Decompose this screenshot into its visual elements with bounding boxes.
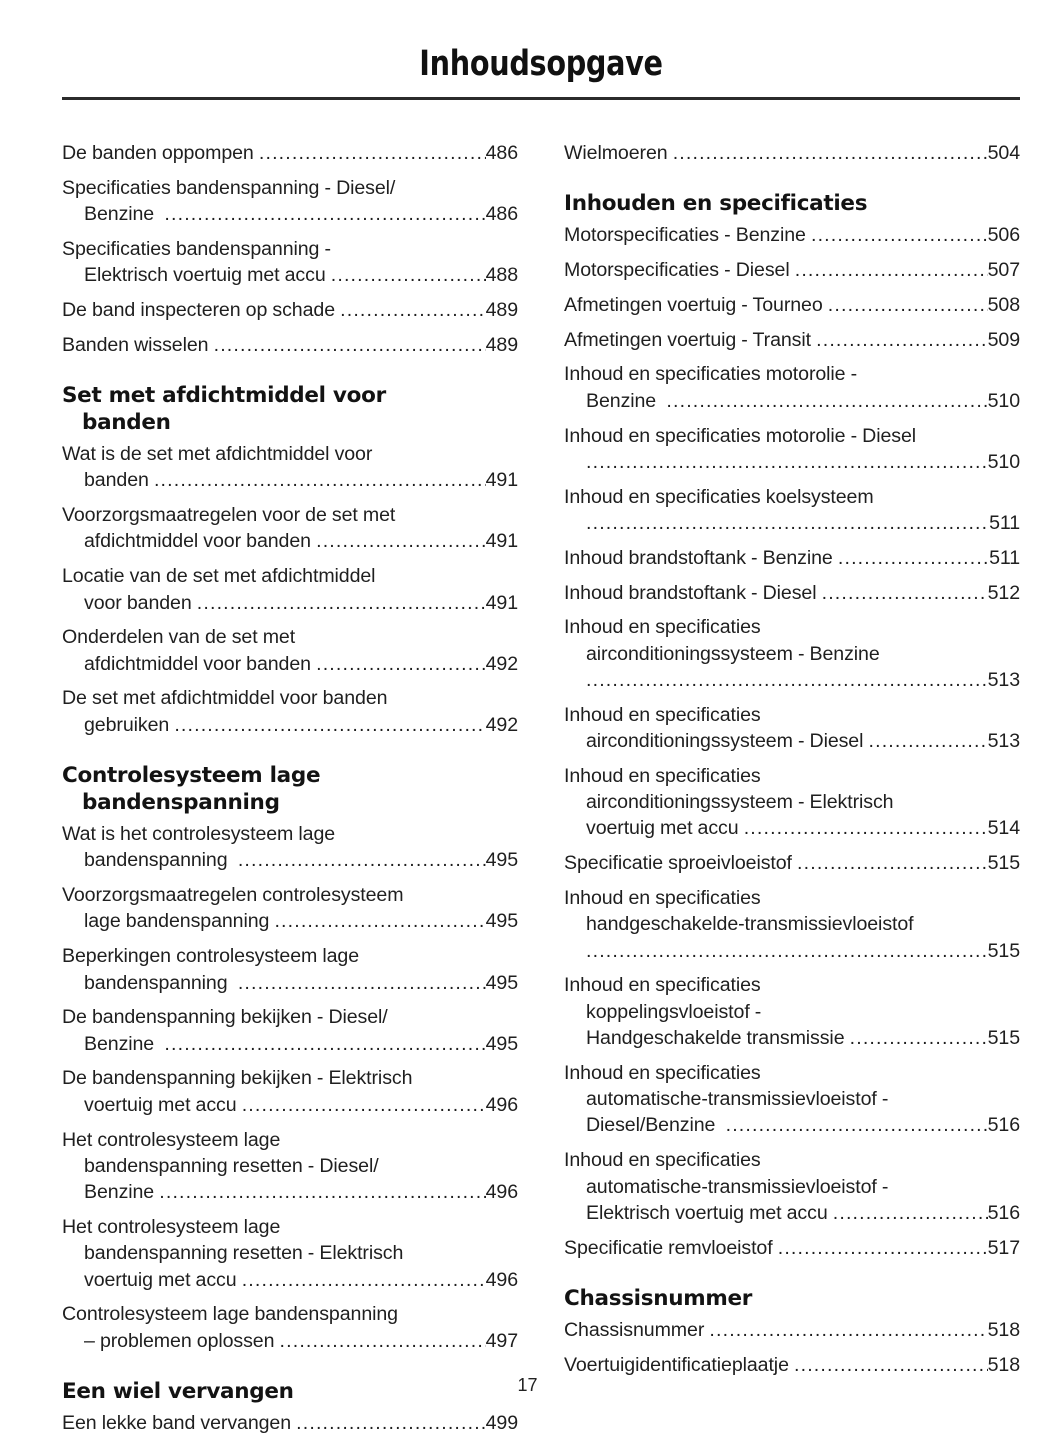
toc-page-number: 496 bbox=[485, 1181, 518, 1204]
toc-entry-line bbox=[564, 641, 1020, 667]
toc-entry-line bbox=[564, 140, 1020, 166]
toc-entry-line bbox=[62, 1127, 518, 1153]
toc-page-number: 488 bbox=[485, 264, 518, 287]
toc-entry-line bbox=[564, 702, 1020, 728]
toc-entry-line bbox=[62, 712, 518, 738]
toc-entry-line bbox=[62, 821, 518, 847]
toc-entry-line bbox=[564, 388, 1020, 414]
toc-entry-text: airconditioningssysteem - Elektrisch bbox=[586, 791, 894, 814]
toc-page-number: 513 bbox=[987, 730, 1020, 753]
toc-entry-line bbox=[564, 1235, 1020, 1261]
toc-entry-text: – problemen oplossen bbox=[84, 1329, 280, 1352]
toc-entry-line bbox=[564, 580, 1020, 606]
toc-entry-line bbox=[564, 667, 1020, 693]
toc-page-number: 511 bbox=[989, 511, 1020, 534]
toc-entry-text: voertuig met accu bbox=[84, 1093, 242, 1116]
header-divider bbox=[62, 97, 1020, 100]
toc-entry-text: Inhoud en specificaties bbox=[564, 616, 761, 639]
toc-page-number: 495 bbox=[485, 1032, 518, 1055]
toc-entry-text: Specificaties bandenspanning - bbox=[62, 237, 337, 260]
toc-page-number: 515 bbox=[987, 1027, 1020, 1050]
toc-section-heading bbox=[564, 190, 1020, 217]
toc-entry[interactable] bbox=[62, 297, 518, 323]
toc-entry-line bbox=[564, 1112, 1020, 1138]
toc-entry-text: Inhoud brandstoftank - Benzine bbox=[564, 546, 838, 569]
toc-entry-text: Voorzorgsmaatregelen controlesysteem bbox=[62, 884, 404, 907]
toc-entry[interactable] bbox=[62, 1065, 518, 1118]
page-footer bbox=[0, 1375, 1055, 1396]
toc-page-number: 515 bbox=[987, 852, 1020, 875]
toc-page-number: 495 bbox=[485, 971, 518, 994]
dot-leader bbox=[259, 140, 486, 166]
toc-entry-text: bandenspanning resetten - Diesel/ bbox=[84, 1154, 379, 1177]
toc-entry-text: automatische-transmissievloeistof - bbox=[586, 1175, 894, 1198]
dot-leader bbox=[828, 292, 988, 318]
page-number: 17 bbox=[517, 1375, 538, 1395]
toc-entry-text: gebruiken bbox=[84, 713, 175, 736]
toc-entry-line bbox=[564, 510, 1020, 536]
toc-entry-text: banden bbox=[84, 469, 154, 492]
heading-line: Inhouden en specificaties bbox=[564, 191, 868, 217]
dot-leader bbox=[238, 847, 486, 873]
toc-entry-line bbox=[564, 1060, 1020, 1086]
toc-entry-line bbox=[62, 1065, 518, 1091]
page-header bbox=[62, 42, 1020, 86]
toc-page-number: 495 bbox=[485, 910, 518, 933]
dot-leader bbox=[164, 1031, 485, 1057]
toc-page-number: 495 bbox=[485, 849, 518, 872]
dot-leader bbox=[340, 297, 485, 323]
toc-entry-text: voertuig met accu bbox=[84, 1268, 242, 1291]
dot-leader bbox=[174, 712, 485, 738]
toc-entry[interactable] bbox=[62, 332, 518, 358]
toc-entry-text: Inhoud en specificaties bbox=[564, 764, 761, 787]
toc-page-number: 496 bbox=[485, 1268, 518, 1291]
toc-entry-text: Specificaties bandenspanning - Diesel/ bbox=[62, 176, 396, 199]
toc-entry-line bbox=[62, 590, 518, 616]
heading-line: Chassisnummer bbox=[564, 1285, 753, 1311]
toc-entry-line bbox=[564, 938, 1020, 964]
toc-entry-text: Onderdelen van de set met bbox=[62, 626, 296, 649]
toc-entry[interactable] bbox=[564, 545, 1020, 571]
toc-entry-text: Het controlesysteem lage bbox=[62, 1215, 281, 1238]
toc-entry-line bbox=[62, 1153, 518, 1179]
dot-leader bbox=[280, 1328, 486, 1354]
toc-entry[interactable] bbox=[62, 1127, 518, 1206]
toc-page-number: 486 bbox=[485, 142, 518, 164]
toc-entry-text: bandenspanning bbox=[84, 849, 238, 872]
toc-entry-line bbox=[62, 1328, 518, 1354]
toc-page-number: 513 bbox=[987, 668, 1020, 691]
toc-entry-line bbox=[62, 1214, 518, 1240]
toc-page-number: 489 bbox=[485, 298, 518, 321]
toc-entry-text: Beperkingen controlesysteem lage bbox=[62, 945, 360, 968]
toc-left-column bbox=[62, 140, 518, 1445]
toc-entry-text: Handgeschakelde transmissie bbox=[586, 1027, 850, 1050]
toc-entry-line bbox=[62, 1240, 518, 1266]
toc-entry[interactable] bbox=[62, 1004, 518, 1057]
toc-entry-text: afdichtmiddel voor banden bbox=[84, 652, 317, 675]
toc-page-number: 492 bbox=[485, 713, 518, 736]
toc-entry[interactable] bbox=[62, 821, 518, 874]
toc-entry-text: Wat is het controlesysteem lage bbox=[62, 823, 336, 846]
toc-entry-line bbox=[62, 624, 518, 650]
dot-leader bbox=[778, 1235, 988, 1261]
toc-entry[interactable] bbox=[564, 614, 1020, 693]
toc-entry-text: Voertuigidentificatieplaatje bbox=[564, 1353, 795, 1376]
toc-entry-text: Wat is de set met afdichtmiddel voor bbox=[62, 443, 373, 466]
toc-entry[interactable] bbox=[62, 1214, 518, 1293]
toc-entry-line bbox=[564, 292, 1020, 318]
toc-entry-text: Motorspecificaties - Benzine bbox=[564, 224, 811, 247]
toc-entry-line bbox=[564, 728, 1020, 754]
toc-entry-line bbox=[62, 467, 518, 493]
toc-entry-text: bandenspanning bbox=[84, 971, 238, 994]
dot-leader bbox=[331, 262, 486, 288]
toc-entry[interactable] bbox=[564, 140, 1020, 166]
toc-page-number: 512 bbox=[987, 581, 1020, 604]
toc-entry-line bbox=[62, 943, 518, 969]
toc-entry-line bbox=[62, 1179, 518, 1205]
toc-section-heading bbox=[62, 382, 518, 436]
toc-page-number: 514 bbox=[987, 817, 1020, 840]
toc-entry[interactable] bbox=[564, 257, 1020, 283]
toc-entry-line bbox=[564, 1200, 1020, 1226]
toc-entry[interactable] bbox=[62, 943, 518, 996]
toc-entry[interactable] bbox=[62, 175, 518, 228]
toc-entry[interactable] bbox=[62, 882, 518, 935]
toc-entry-text: airconditioningssysteem - Benzine bbox=[586, 642, 880, 665]
dot-leader bbox=[296, 1410, 485, 1436]
dot-leader bbox=[586, 449, 988, 475]
toc-entry[interactable] bbox=[564, 580, 1020, 606]
toc-entry[interactable] bbox=[564, 763, 1020, 842]
toc-entry-text: lage bandenspanning bbox=[84, 910, 275, 933]
toc-page-number: 491 bbox=[485, 591, 518, 614]
toc-page-number: 516 bbox=[987, 1201, 1020, 1224]
toc-entry-text: De bandenspanning bekijken - Elektrisch bbox=[62, 1067, 413, 1090]
toc-entry-text: De band inspecteren op schade bbox=[62, 298, 341, 321]
toc-entry-line bbox=[564, 614, 1020, 640]
toc-entry[interactable] bbox=[564, 1060, 1020, 1139]
toc-entry-line bbox=[564, 972, 1020, 998]
heading-line: Set met afdichtmiddel voor bbox=[62, 383, 386, 409]
toc-entry-text: De bandenspanning bekijken - Diesel/ bbox=[62, 1006, 388, 1029]
toc-entry[interactable] bbox=[564, 327, 1020, 353]
dot-leader bbox=[797, 850, 988, 876]
toc-page-number: 491 bbox=[485, 469, 518, 492]
toc-entry-line bbox=[62, 502, 518, 528]
toc-entry-line bbox=[62, 847, 518, 873]
toc-page-number: 496 bbox=[485, 1093, 518, 1116]
toc-entry-line bbox=[62, 1267, 518, 1293]
toc-page-number: 510 bbox=[987, 389, 1020, 412]
dot-leader bbox=[214, 332, 486, 358]
dot-leader bbox=[833, 1200, 988, 1226]
toc-entry-text: De set met afdichtmiddel voor banden bbox=[62, 687, 388, 710]
toc-page-number: 509 bbox=[987, 328, 1020, 351]
toc-entry[interactable] bbox=[564, 1147, 1020, 1226]
toc-entry-text: Elektrisch voertuig met accu bbox=[586, 1201, 833, 1224]
toc-entry-text: Inhoud en specificaties bbox=[564, 974, 761, 997]
toc-entry-text: Banden wisselen bbox=[62, 333, 214, 356]
dot-leader bbox=[726, 1112, 988, 1138]
toc-entry-line bbox=[62, 528, 518, 554]
toc-entry-line bbox=[564, 484, 1020, 510]
toc-entry-line bbox=[564, 1174, 1020, 1200]
heading-line: bandenspanning bbox=[82, 790, 280, 816]
toc-entry-text: Benzine bbox=[586, 389, 667, 412]
toc-entry[interactable] bbox=[62, 502, 518, 555]
toc-entry-line bbox=[564, 850, 1020, 876]
dot-leader bbox=[816, 327, 987, 353]
toc-entry-line bbox=[62, 1301, 518, 1327]
toc-entry[interactable] bbox=[62, 1301, 518, 1354]
dot-leader bbox=[316, 528, 486, 554]
toc-entry[interactable] bbox=[564, 972, 1020, 1051]
toc-entry-line bbox=[564, 999, 1020, 1025]
toc-entry[interactable] bbox=[564, 292, 1020, 318]
toc-page-number: 489 bbox=[485, 333, 518, 356]
dot-leader bbox=[795, 257, 988, 283]
toc-page-number: 497 bbox=[485, 1329, 518, 1352]
toc-page-number: 518 bbox=[987, 1318, 1020, 1341]
toc-entry-line bbox=[564, 222, 1020, 248]
dot-leader bbox=[838, 545, 989, 571]
toc-entry-text: Een lekke band vervangen bbox=[62, 1411, 297, 1434]
toc-page-number: 511 bbox=[989, 546, 1020, 569]
toc-entry-line bbox=[564, 545, 1020, 571]
toc-entry-line bbox=[564, 885, 1020, 911]
toc-page-number: 508 bbox=[987, 293, 1020, 316]
toc-entry-text: Locatie van de set met afdichtmiddel bbox=[62, 565, 376, 588]
toc-entry[interactable] bbox=[564, 885, 1020, 964]
toc-entry-line bbox=[62, 1031, 518, 1057]
dot-leader bbox=[242, 1267, 486, 1293]
toc-page-number: 504 bbox=[987, 142, 1020, 164]
toc-page-number: 510 bbox=[987, 450, 1020, 473]
dot-leader bbox=[673, 140, 988, 166]
toc-entry[interactable] bbox=[62, 624, 518, 677]
toc-entry-text: Afmetingen voertuig - Tourneo bbox=[564, 293, 828, 316]
toc-page-number: 516 bbox=[987, 1114, 1020, 1137]
toc-entry[interactable] bbox=[62, 685, 518, 738]
toc-entry-line bbox=[62, 236, 518, 262]
dot-leader bbox=[238, 970, 486, 996]
dot-leader bbox=[586, 938, 988, 964]
toc-entry-text: voor banden bbox=[84, 591, 197, 614]
dot-leader bbox=[869, 728, 988, 754]
dot-leader bbox=[586, 667, 988, 693]
dot-leader bbox=[850, 1025, 988, 1051]
toc-entry[interactable] bbox=[564, 423, 1020, 476]
toc-entry[interactable] bbox=[62, 441, 518, 494]
toc-entry-line bbox=[62, 140, 518, 166]
toc-entry-text: Inhoud brandstoftank - Diesel bbox=[564, 581, 822, 604]
toc-page-number: 491 bbox=[485, 530, 518, 553]
toc-entry-line bbox=[564, 449, 1020, 475]
toc-entry-line bbox=[62, 175, 518, 201]
toc-entry[interactable] bbox=[62, 1410, 518, 1436]
toc-entry-line bbox=[564, 1086, 1020, 1112]
toc-entry-line bbox=[564, 911, 1020, 937]
toc-entry-line bbox=[564, 423, 1020, 449]
toc-page-number: 518 bbox=[987, 1353, 1020, 1376]
toc-section-heading bbox=[564, 1285, 1020, 1312]
toc-entry-text: Het controlesysteem lage bbox=[62, 1128, 281, 1151]
toc-entry-text: Chassisnummer bbox=[564, 1318, 710, 1341]
toc-entry-text: Afmetingen voertuig - Transit bbox=[564, 328, 817, 351]
toc-entry-text: airconditioningssysteem - Diesel bbox=[586, 730, 869, 753]
toc-entry-line bbox=[62, 970, 518, 996]
page-title: Inhoudsopgave bbox=[419, 44, 663, 84]
toc-entry-line bbox=[62, 908, 518, 934]
toc-entry-line bbox=[564, 361, 1020, 387]
toc-entry-line bbox=[564, 1025, 1020, 1051]
toc-entry-line bbox=[62, 441, 518, 467]
toc-entry-text: Inhoud en specificaties bbox=[564, 887, 761, 910]
toc-entry-text: De banden oppompen bbox=[62, 142, 259, 164]
dot-leader bbox=[242, 1092, 486, 1118]
toc-entry-line bbox=[62, 1004, 518, 1030]
toc-entry-line bbox=[62, 201, 518, 227]
toc-entry-text: bandenspanning resetten - Elektrisch bbox=[84, 1242, 404, 1265]
toc-entry-text: Elektrisch voertuig met accu bbox=[84, 264, 331, 287]
toc-page-number: 517 bbox=[987, 1236, 1020, 1259]
dot-leader bbox=[154, 467, 486, 493]
toc-entry-line bbox=[62, 651, 518, 677]
toc-page-number: 486 bbox=[485, 203, 518, 226]
toc-entry-text: Benzine bbox=[84, 1181, 160, 1204]
dot-leader bbox=[164, 201, 485, 227]
toc-page-number: 507 bbox=[987, 259, 1020, 282]
toc-entry-text: Benzine bbox=[84, 1032, 165, 1055]
toc-entry-text: Inhoud en specificaties motorolie - Diesel bbox=[564, 424, 917, 447]
toc-page-number: 506 bbox=[987, 224, 1020, 247]
toc-entry-text: Specificatie sproeivloeistof bbox=[564, 852, 798, 875]
toc-entry-text: Inhoud en specificaties bbox=[564, 1149, 761, 1172]
toc-page-number: 499 bbox=[485, 1411, 518, 1434]
toc-entry-text: koppelingsvloeistof - bbox=[586, 1000, 767, 1023]
toc-entry-text: afdichtmiddel voor banden bbox=[84, 530, 317, 553]
dot-leader bbox=[666, 388, 987, 414]
dot-leader bbox=[811, 222, 988, 248]
toc-entry[interactable] bbox=[564, 702, 1020, 755]
toc-entry-line bbox=[62, 1092, 518, 1118]
dot-leader bbox=[586, 510, 989, 536]
dot-leader bbox=[159, 1179, 485, 1205]
toc-entry-text: voertuig met accu bbox=[586, 817, 744, 840]
toc-right-column bbox=[564, 140, 1020, 1445]
toc-entry-line bbox=[62, 262, 518, 288]
toc-entry-line bbox=[564, 1147, 1020, 1173]
toc-entry[interactable] bbox=[62, 563, 518, 616]
toc-entry-line bbox=[62, 1410, 518, 1436]
toc-entry[interactable] bbox=[564, 222, 1020, 248]
toc-entry-text: automatische-transmissievloeistof - bbox=[586, 1088, 894, 1111]
toc-columns bbox=[62, 140, 1020, 1445]
toc-entry-line bbox=[564, 257, 1020, 283]
toc-entry-text: Inhoud en specificaties bbox=[564, 1061, 761, 1084]
toc-entry-line bbox=[62, 685, 518, 711]
toc-entry[interactable] bbox=[62, 236, 518, 289]
toc-entry[interactable] bbox=[564, 1235, 1020, 1261]
dot-leader bbox=[197, 590, 486, 616]
toc-entry-text: Wielmoeren bbox=[564, 142, 673, 164]
dot-leader bbox=[709, 1317, 987, 1343]
toc-entry-line bbox=[62, 297, 518, 323]
toc-entry-line bbox=[62, 332, 518, 358]
toc-entry[interactable] bbox=[564, 850, 1020, 876]
dot-leader bbox=[316, 651, 486, 677]
toc-entry-text: Voorzorgsmaatregelen voor de set met bbox=[62, 504, 396, 527]
toc-entry[interactable] bbox=[564, 1317, 1020, 1343]
toc-entry-line bbox=[564, 815, 1020, 841]
toc-entry-text: Motorspecificaties - Diesel bbox=[564, 259, 795, 282]
toc-entry-line bbox=[564, 763, 1020, 789]
dot-leader bbox=[744, 815, 988, 841]
toc-page-number: 492 bbox=[485, 652, 518, 675]
toc-entry[interactable] bbox=[564, 361, 1020, 414]
toc-entry-text: handgeschakelde-transmissievloeistof bbox=[586, 913, 914, 936]
toc-entry[interactable] bbox=[62, 140, 518, 166]
toc-page-number: 515 bbox=[987, 939, 1020, 962]
heading-line: banden bbox=[82, 410, 171, 436]
toc-entry-line bbox=[564, 1317, 1020, 1343]
toc-entry-text: Controlesysteem lage bandenspanning bbox=[62, 1303, 398, 1326]
toc-entry-text: Diesel/Benzine bbox=[586, 1114, 726, 1137]
toc-entry-text: Inhoud en specificaties bbox=[564, 703, 761, 726]
heading-line: Controlesysteem lage bbox=[62, 763, 321, 789]
dot-leader bbox=[822, 580, 988, 606]
toc-entry-line bbox=[564, 789, 1020, 815]
toc-entry-text: Benzine bbox=[84, 203, 165, 226]
toc-section-heading bbox=[62, 762, 518, 816]
toc-entry-text: Inhoud en specificaties motorolie - bbox=[564, 363, 863, 386]
toc-entry-line bbox=[62, 882, 518, 908]
toc-entry-text: Inhoud en specificaties koelsysteem bbox=[564, 485, 874, 508]
heading-line: Een wiel vervangen bbox=[62, 1378, 294, 1404]
toc-entry-line bbox=[62, 563, 518, 589]
toc-entry-line bbox=[564, 327, 1020, 353]
toc-entry-text: Specificatie remvloeistof bbox=[564, 1236, 778, 1259]
dot-leader bbox=[274, 908, 485, 934]
toc-entry[interactable] bbox=[564, 484, 1020, 537]
